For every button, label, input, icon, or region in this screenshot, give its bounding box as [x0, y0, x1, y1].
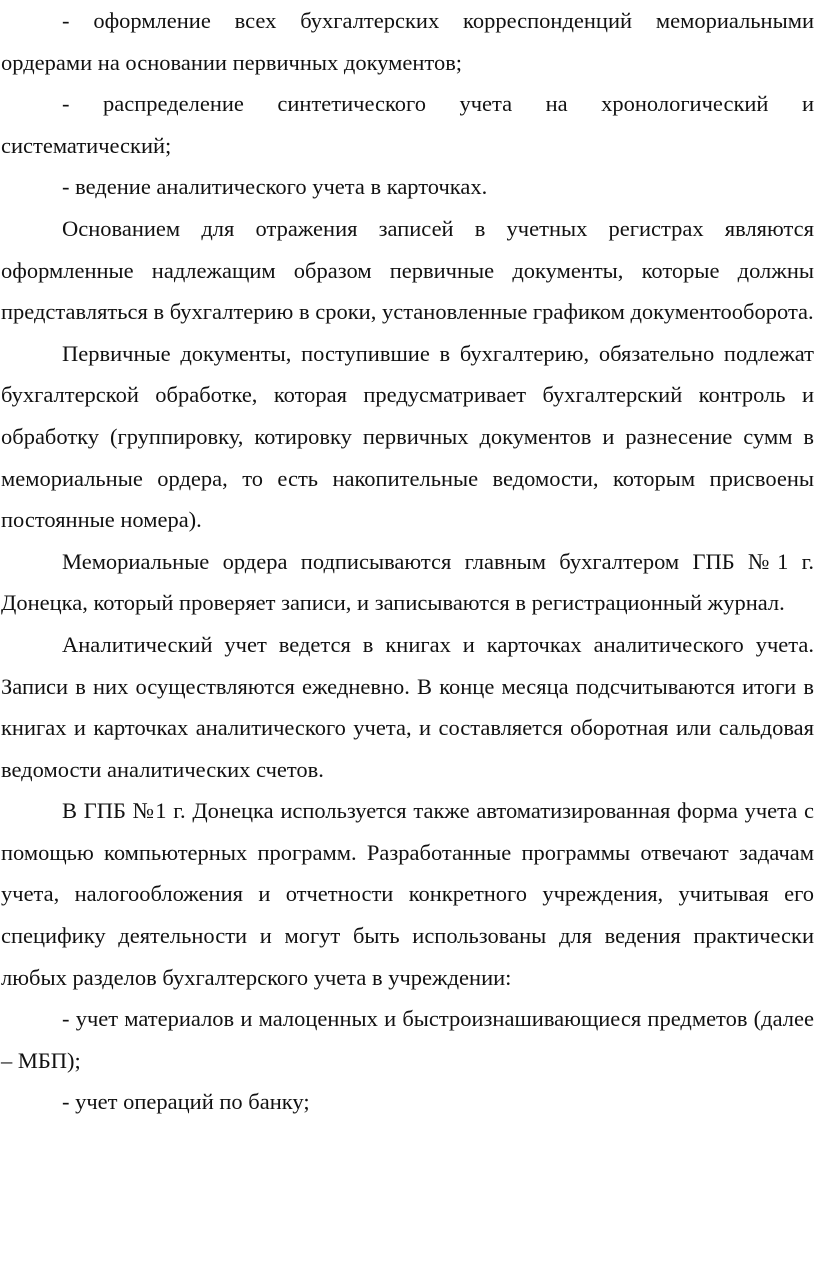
list-item-bank-operations: - учет операций по банку; [62, 1089, 310, 1115]
paragraph-primary-documents-basis: Основанием для отражения записей в учетных регистрах являются оформленные надлежащим образом первичные документы, которые должны представляться в бухгалтерию в сроки, установленные графиком документооборота. [1, 215, 814, 325]
list-item-synthetic-accounting: - распределение синтетического учета на хронологический и систематический; [1, 91, 814, 158]
list-item-materials-accounting: - учет материалов и малоценных и быстроизнашивающиеся предметов (далее – МБП); [1, 1006, 814, 1073]
paragraph-automated-accounting: В ГПБ №1 г. Донецка используется также автоматизированная форма учета с помощью компьютерных программ. Разработанные программы отвечают задачам учета, налогообложения и отчетности конкретного учреждения, учитывая его специфику деятельности и могут быть использованы для ведения практически любых разделов бухгалтерского учета в учреждении: [1, 798, 814, 990]
list-item-analytical-cards: - ведение аналитического учета в карточках. [62, 174, 488, 200]
paragraph-analytical-accounting: Аналитический учет ведется в книгах и карточках аналитического учета. Записи в них осуществляются ежедневно. В конце месяца подсчитываются итоги в книгах и карточках аналитического учета, и составляется оборотная или сальдовая ведомости аналитических счетов. [1, 631, 814, 782]
paragraph-primary-documents-processing: Первичные документы, поступившие в бухгалтерию, обязательно подлежат бухгалтерской обработке, которая предусматривает бухгалтерский контроль и обработку (группировку, котировку первичных документов и разнесение сумм в мемориальные ордера, то есть накопительные ведомости, которым присвоены постоянные номера). [1, 340, 814, 533]
list-item-memorial-orders: - оформление всех бухгалтерских корреспонденций мемориальными ордерами на основании первичных документов; [1, 8, 814, 75]
paragraph-memorial-orders-signing: Мемориальные ордера подписываются главным бухгалтером ГПБ №1 г. Донецка, который проверяет записи, и записываются в регистрационный журнал. [1, 548, 814, 616]
